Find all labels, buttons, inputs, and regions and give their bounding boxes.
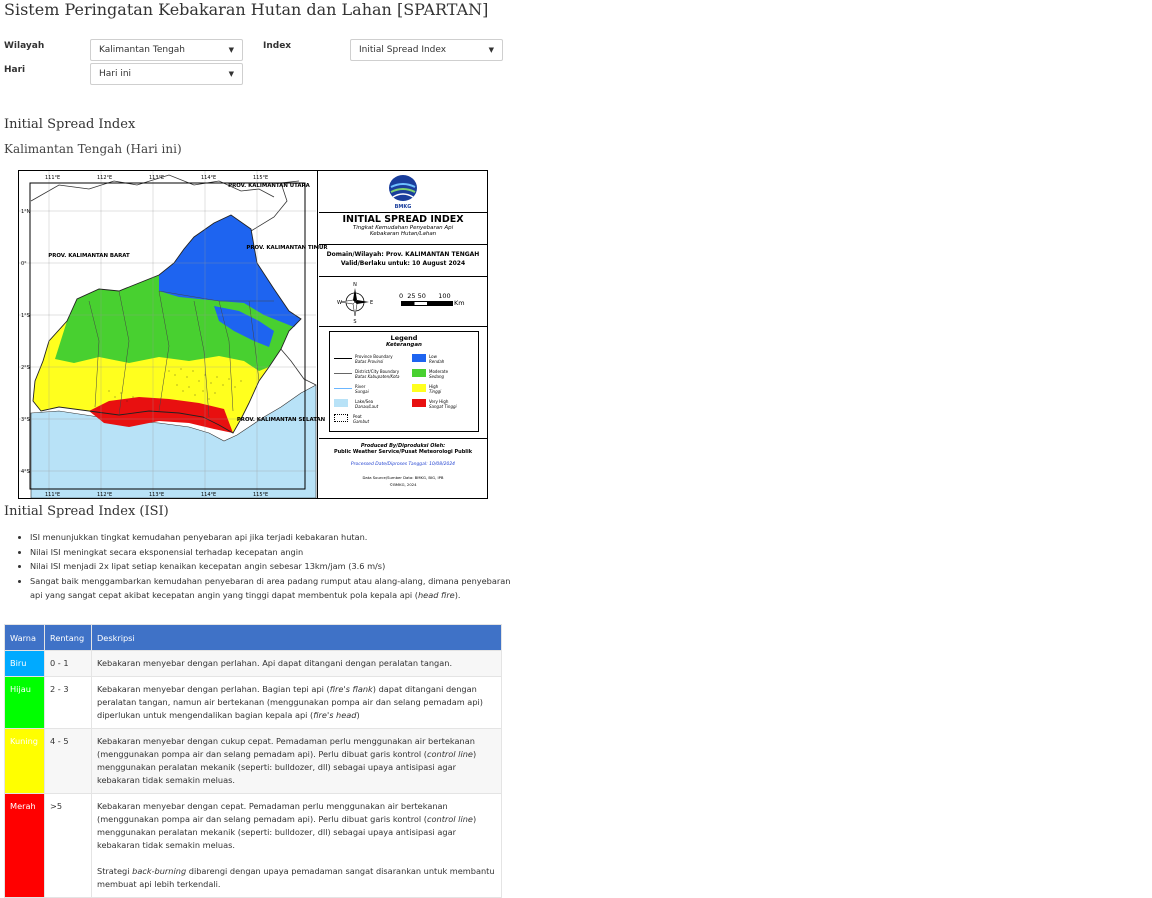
- legend-row: [334, 414, 476, 426]
- table-header-rentang: Rentang: [45, 625, 92, 651]
- legend-class-label: High Tinggi: [429, 384, 442, 394]
- map-scale-box: [319, 277, 487, 327]
- hari-select-value: Hari ini: [99, 69, 132, 79]
- legend-swatch-high: [412, 384, 426, 392]
- lon-tick: 115°E: [253, 175, 269, 181]
- data-source: Data Source/Sumber Data: BMKG, BIG, IPB: [362, 475, 444, 480]
- chevron-down-icon: ▼: [488, 46, 494, 54]
- lon-tick: 112°E: [97, 175, 113, 181]
- index-select[interactable]: [350, 39, 503, 61]
- range-cell: 0 - 1: [45, 651, 92, 677]
- lon-tick: 114°E: [201, 175, 217, 181]
- wilayah-select-value: Kalimantan Tengah: [99, 45, 185, 55]
- legend-row: [334, 354, 476, 369]
- legend-class-label: Very High Sangat Tinggi: [429, 399, 457, 409]
- compass-rose-icon: [335, 280, 375, 324]
- hari-select[interactable]: [90, 63, 243, 85]
- map-panel-sub2: Kebakaran Hutan/Lahan: [369, 231, 437, 237]
- list-item: • ISI menunjukkan tingkat kemudahan penyebaran api jika terjadi kebakaran hutan.: [30, 530, 520, 545]
- svg-text:N: N: [353, 282, 357, 288]
- map-domain-box: [319, 245, 487, 277]
- place-label-kaltim: PROV. KALIMANTAN TIMUR: [246, 245, 328, 251]
- description-cell: Kebakaran menyebar dengan perlahan. Api dapat ditangani dengan peralatan tangan.: [92, 651, 502, 677]
- isi-section-title: Initial Spread Index (ISI): [4, 504, 169, 519]
- scale-unit: Km: [454, 299, 465, 307]
- table-row: [5, 794, 502, 898]
- color-cell-red: Merah: [5, 794, 45, 898]
- legend-row: [334, 384, 476, 399]
- lon-tick: 113°E: [149, 175, 165, 181]
- lon-tick: 112°E: [97, 492, 113, 498]
- map-title-box: [319, 213, 487, 245]
- map-credit-box: [319, 439, 487, 498]
- legend-row: [334, 369, 476, 384]
- table-header-row: [5, 625, 502, 651]
- wilayah-select[interactable]: [90, 39, 243, 61]
- map-info-panel: [319, 171, 487, 498]
- legend-class-label: Low Rendah: [429, 354, 445, 364]
- table-row: [5, 729, 502, 794]
- list-item: • Nilai ISI menjadi 2x lipat setiap kenaikan kecepatan angin sebesar 13km/jam (3.6 m/s): [30, 559, 520, 574]
- color-cell-green: Hijau: [5, 677, 45, 729]
- list-item: • Nilai ISI meningkat secara eksponensial terhadap kecepatan angin: [30, 545, 520, 560]
- map-domain-text: Domain/Wilayah: Prov. KALIMANTAN TENGAH: [326, 251, 480, 258]
- description-cell: Kebakaran menyebar dengan cukup cepat. Pemadaman perlu menggunakan air bertekanan (menggunakan pompa air dan selang pemadam api). Perlu dibuat garis kontrol (control line) menggunakan peralatan mekanik (seperti: bulldozer, dll) sebagai upaya antisipasi agar kebakaran tidak semakin meluas.: [92, 729, 502, 794]
- legend-class-label: Moderate Sedang: [429, 369, 449, 379]
- legend-swatch-moderate: [412, 369, 426, 377]
- lon-tick: 111°E: [45, 492, 61, 498]
- map-logo-box: [319, 171, 487, 213]
- index-select-value: Initial Spread Index: [359, 45, 447, 55]
- legend-swatch-low: [412, 354, 426, 362]
- range-cell: 4 - 5: [45, 729, 92, 794]
- processed-date: Processed Date/Diproses Tanggal: 10/08/2024: [350, 462, 456, 467]
- map-legend-box: [319, 327, 487, 439]
- lat-tick: 1°S: [21, 313, 30, 319]
- range-cell: >5: [45, 794, 92, 898]
- place-label-kalbar: PROV. KALIMANTAN BARAT: [48, 253, 130, 259]
- lat-tick: 4°S: [21, 469, 30, 475]
- legend-sub: Keterangan: [386, 342, 422, 348]
- lat-tick: 3°S: [21, 417, 30, 423]
- lon-tick: 115°E: [253, 492, 269, 498]
- svg-text:BMKG: BMKG: [394, 204, 412, 210]
- produced-by: Produced By/Diproduksi Oleh:: [360, 443, 446, 449]
- section-title: Initial Spread Index: [4, 117, 136, 132]
- hari-label: Hari: [4, 65, 26, 75]
- map-svg: [19, 171, 328, 498]
- table-row: [5, 677, 502, 729]
- map-area: [19, 171, 328, 498]
- isi-map-image: [18, 170, 488, 499]
- lon-tick: 111°E: [45, 175, 61, 181]
- chevron-down-icon: ▼: [228, 46, 234, 54]
- svg-text:S: S: [353, 319, 357, 325]
- description-cell: Kebakaran menyebar dengan cepat. Pemadaman perlu menggunakan air bertekanan (menggunakan pompa air dan selang pemadam api). Perlu dibuat garis kontrol (control line) menggunakan peralatan mekanik (seperti: bulldozer, dll) sebagai upaya antisipasi agar kebakaran tidak semakin meluas. Strategi back-burning dibarengi dengan upaya pemadaman sangat disarankan untuk membantu membuat api lebih terkendali.: [92, 794, 502, 898]
- chevron-down-icon: ▼: [228, 70, 234, 78]
- wilayah-label: Wilayah: [4, 41, 45, 51]
- produced-org: Public Weather Service/Pusat Meteorologi Publik: [333, 449, 473, 455]
- range-cell: 2 - 3: [45, 677, 92, 729]
- lat-tick: 2°S: [21, 365, 30, 371]
- isi-bullet-list: [14, 530, 520, 603]
- index-label: Index: [263, 41, 292, 51]
- lat-tick: 0°: [21, 261, 27, 267]
- legend-swatch-very-high: [412, 399, 426, 407]
- legend-line-label: Lake/Sea Danau/Laut: [355, 399, 379, 409]
- lon-tick: 114°E: [201, 492, 217, 498]
- lat-tick: 1°N: [21, 209, 31, 215]
- svg-text:E: E: [370, 300, 374, 306]
- scale-labels: 0 25 50 100: [399, 292, 451, 300]
- legend-frame: [329, 331, 479, 432]
- legend-items: [334, 354, 476, 426]
- isi-table: [4, 624, 502, 898]
- section-subtitle: Kalimantan Tengah (Hari ini): [4, 142, 182, 156]
- legend-line-label: River Sungai: [355, 384, 369, 394]
- description-cell: Kebakaran menyebar dengan perlahan. Bagian tepi api (fire's flank) dapat ditangani dengan peralatan tangan, namun air bertekanan (menggunakan pompa air dan selang pemadam api) diperlukan untuk mengendalikan bagian kepala api (fire's head): [92, 677, 502, 729]
- legend-line-label: District/City Boundary Batas Kabupaten/Kota: [355, 369, 400, 379]
- scale-bar: [401, 301, 453, 306]
- color-cell-blue: Biru: [5, 651, 45, 677]
- legend-line-label: Province Boundary Batas Provinsi: [355, 354, 393, 364]
- map-panel-title: INITIAL SPREAD INDEX: [342, 214, 464, 225]
- table-header-deskripsi: Deskripsi: [92, 625, 502, 651]
- page-title: Sistem Peringatan Kebakaran Hutan dan Lahan [SPARTAN]: [4, 0, 489, 19]
- color-cell-yellow: Kuning: [5, 729, 45, 794]
- map-valid-text: Valid/Berlaku untuk: 10 August 2024: [340, 260, 466, 267]
- legend-peat-label: Peat Gambut: [353, 414, 370, 424]
- legend-title: Legend: [390, 334, 418, 342]
- list-item: • Sangat baik menggambarkan kemudahan penyebaran di area padang rumput atau alang-alang, dimana penyebaran api yang sangat cepat akibat kecepatan angin yang tinggi dapat membentuk pola kepala api (head fire).: [30, 574, 520, 603]
- map-panel-sub1: Tingkat Kemudahan Penyebaran Api: [352, 225, 454, 231]
- place-label-kalut: PROV. KALIMANTAN UTARA: [228, 183, 310, 189]
- svg-text:W: W: [337, 300, 342, 306]
- legend-row: [334, 399, 476, 414]
- place-label-kalsel: PROV. KALIMANTAN SELATAN: [236, 417, 326, 423]
- lon-tick: 113°E: [149, 492, 165, 498]
- table-row: [5, 651, 502, 677]
- table-header-warna: Warna: [5, 625, 45, 651]
- copyright: ©BMKG, 2024: [389, 482, 417, 487]
- bmkg-logo-icon: [383, 173, 423, 211]
